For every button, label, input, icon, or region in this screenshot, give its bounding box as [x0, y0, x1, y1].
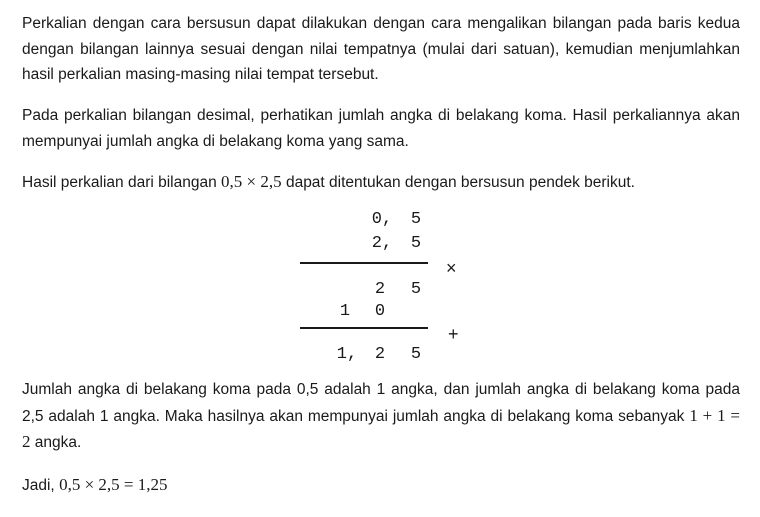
example-expression: 0,5 × 2,5 — [221, 172, 282, 191]
result-digit-tenths: 2 — [374, 345, 386, 364]
result-digit-units: 1, — [336, 345, 358, 364]
multiply-sign: × — [446, 258, 457, 278]
multiply-line — [300, 262, 428, 264]
explanation-text: Jumlah angka di belakang koma pada 0,5 adalah 1 angka, dan jumlah angka di belakang koma pada 2,5 adalah 1 angka. Maka hasilnya akan mempunyai jumlah angka di belakang koma sebanyak — [22, 381, 740, 425]
partial1-digit-b: 5 — [410, 280, 422, 299]
example-intro-tail: dapat ditentukan dengan bersusun pendek berikut. — [281, 174, 635, 191]
conclusion-expression: 0,5 × 2,5 = 1,25 — [59, 475, 168, 494]
intro-text: Perkalian dengan cara bersusun dapat dilakukan dengan cara mengalikan bilangan pada baris kedua dengan bilangan lainnya sesuai dengan nilai tempatnya (mulai dari satuan), kemudian menjumlahkan hasil perkalian masing-masing nilai tempat tersebut. — [22, 15, 740, 83]
conclusion-text: Jadi, — [22, 477, 60, 494]
result-digit-hundredths: 5 — [410, 345, 422, 364]
partial2-digit-a: 1 — [339, 302, 351, 321]
row1-digit-tenths: 5 — [410, 210, 422, 229]
explanation-tail: angka. — [30, 434, 82, 451]
row2-digit-units: 2, — [371, 234, 393, 253]
explanation-expression: 1 + 1 = 2 — [22, 405, 740, 451]
sum-line — [300, 327, 428, 329]
row1-digit-units: 0, — [371, 210, 393, 229]
partial1-digit-a: 2 — [374, 280, 386, 299]
conclusion-paragraph — [22, 472, 740, 499]
plus-sign: + — [448, 324, 459, 344]
decimal-note-text: Pada perkalian bilangan desimal, perhatikan jumlah angka di belakang koma. Hasil perkaliannya akan mempunyai jumlah angka di belakang koma yang sama. — [22, 107, 740, 150]
partial2-digit-b: 0 — [374, 302, 386, 321]
example-intro-text: Hasil perkalian dari bilangan — [22, 174, 222, 191]
row2-digit-tenths: 5 — [410, 234, 422, 253]
explanation-paragraph — [22, 377, 740, 456]
